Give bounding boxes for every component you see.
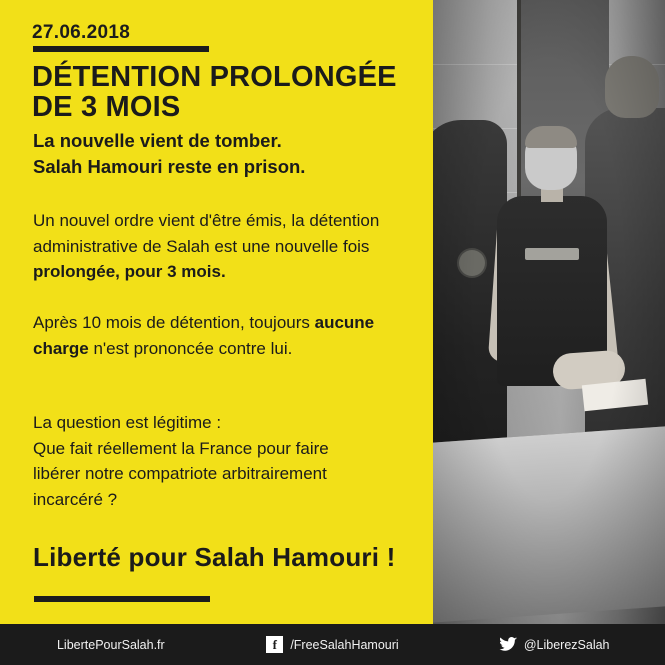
poster-date: 27.06.2018 [32,22,131,43]
footer-twitter[interactable] [443,637,665,652]
poster-slogan: Liberté pour Salah Hamouri ! [33,542,396,572]
footer-facebook[interactable] [222,636,444,653]
lead-line-2: Salah Hamouri reste en prison. [33,156,306,178]
poster-headline: DÉTENTION PROLONGÉE DE 3 MOIS [32,61,397,124]
paragraph-2-before: Après 10 mois de détention, toujours [33,313,315,332]
poster-lead [33,128,423,181]
twitter-icon [499,637,517,652]
lead-line-1: La nouvelle vient de tomber. [33,130,282,151]
paragraph-3-line-2: Que fait réellement la France pour faire [33,438,329,458]
paragraph-1-before: Un nouvel ordre vient d'être émis, la détention administrative de Salah est une nouvelle fois [33,211,380,256]
photo-vignette [433,0,665,624]
bottom-rule [34,596,210,602]
paragraph-3-line-1: La question est légitime : [33,413,222,432]
paragraph-1-bold: prolongée, pour 3 mois. [33,262,226,281]
paragraph-3-line-4: incarcéré ? [33,489,118,509]
paragraph-2-after: n'est prononcée contre lui. [88,338,293,358]
top-rule [33,46,209,52]
facebook-icon: f [266,636,283,653]
footer-bar [0,624,665,665]
footer-website-label: LibertePourSalah.fr [56,637,165,652]
paragraph-1 [33,208,425,285]
paragraph-3 [33,410,425,512]
paragraph-3-line-3: libérer notre compatriote arbitrairement [33,464,327,483]
detention-photo [433,0,665,624]
footer-website[interactable] [0,638,222,652]
paragraph-2 [33,310,425,361]
footer-twitter-label: @LiberezSalah [523,637,610,652]
paragraph-2-bold: aucune charge [33,313,375,358]
footer-facebook-label: /FreeSalahHamouri [290,637,399,652]
